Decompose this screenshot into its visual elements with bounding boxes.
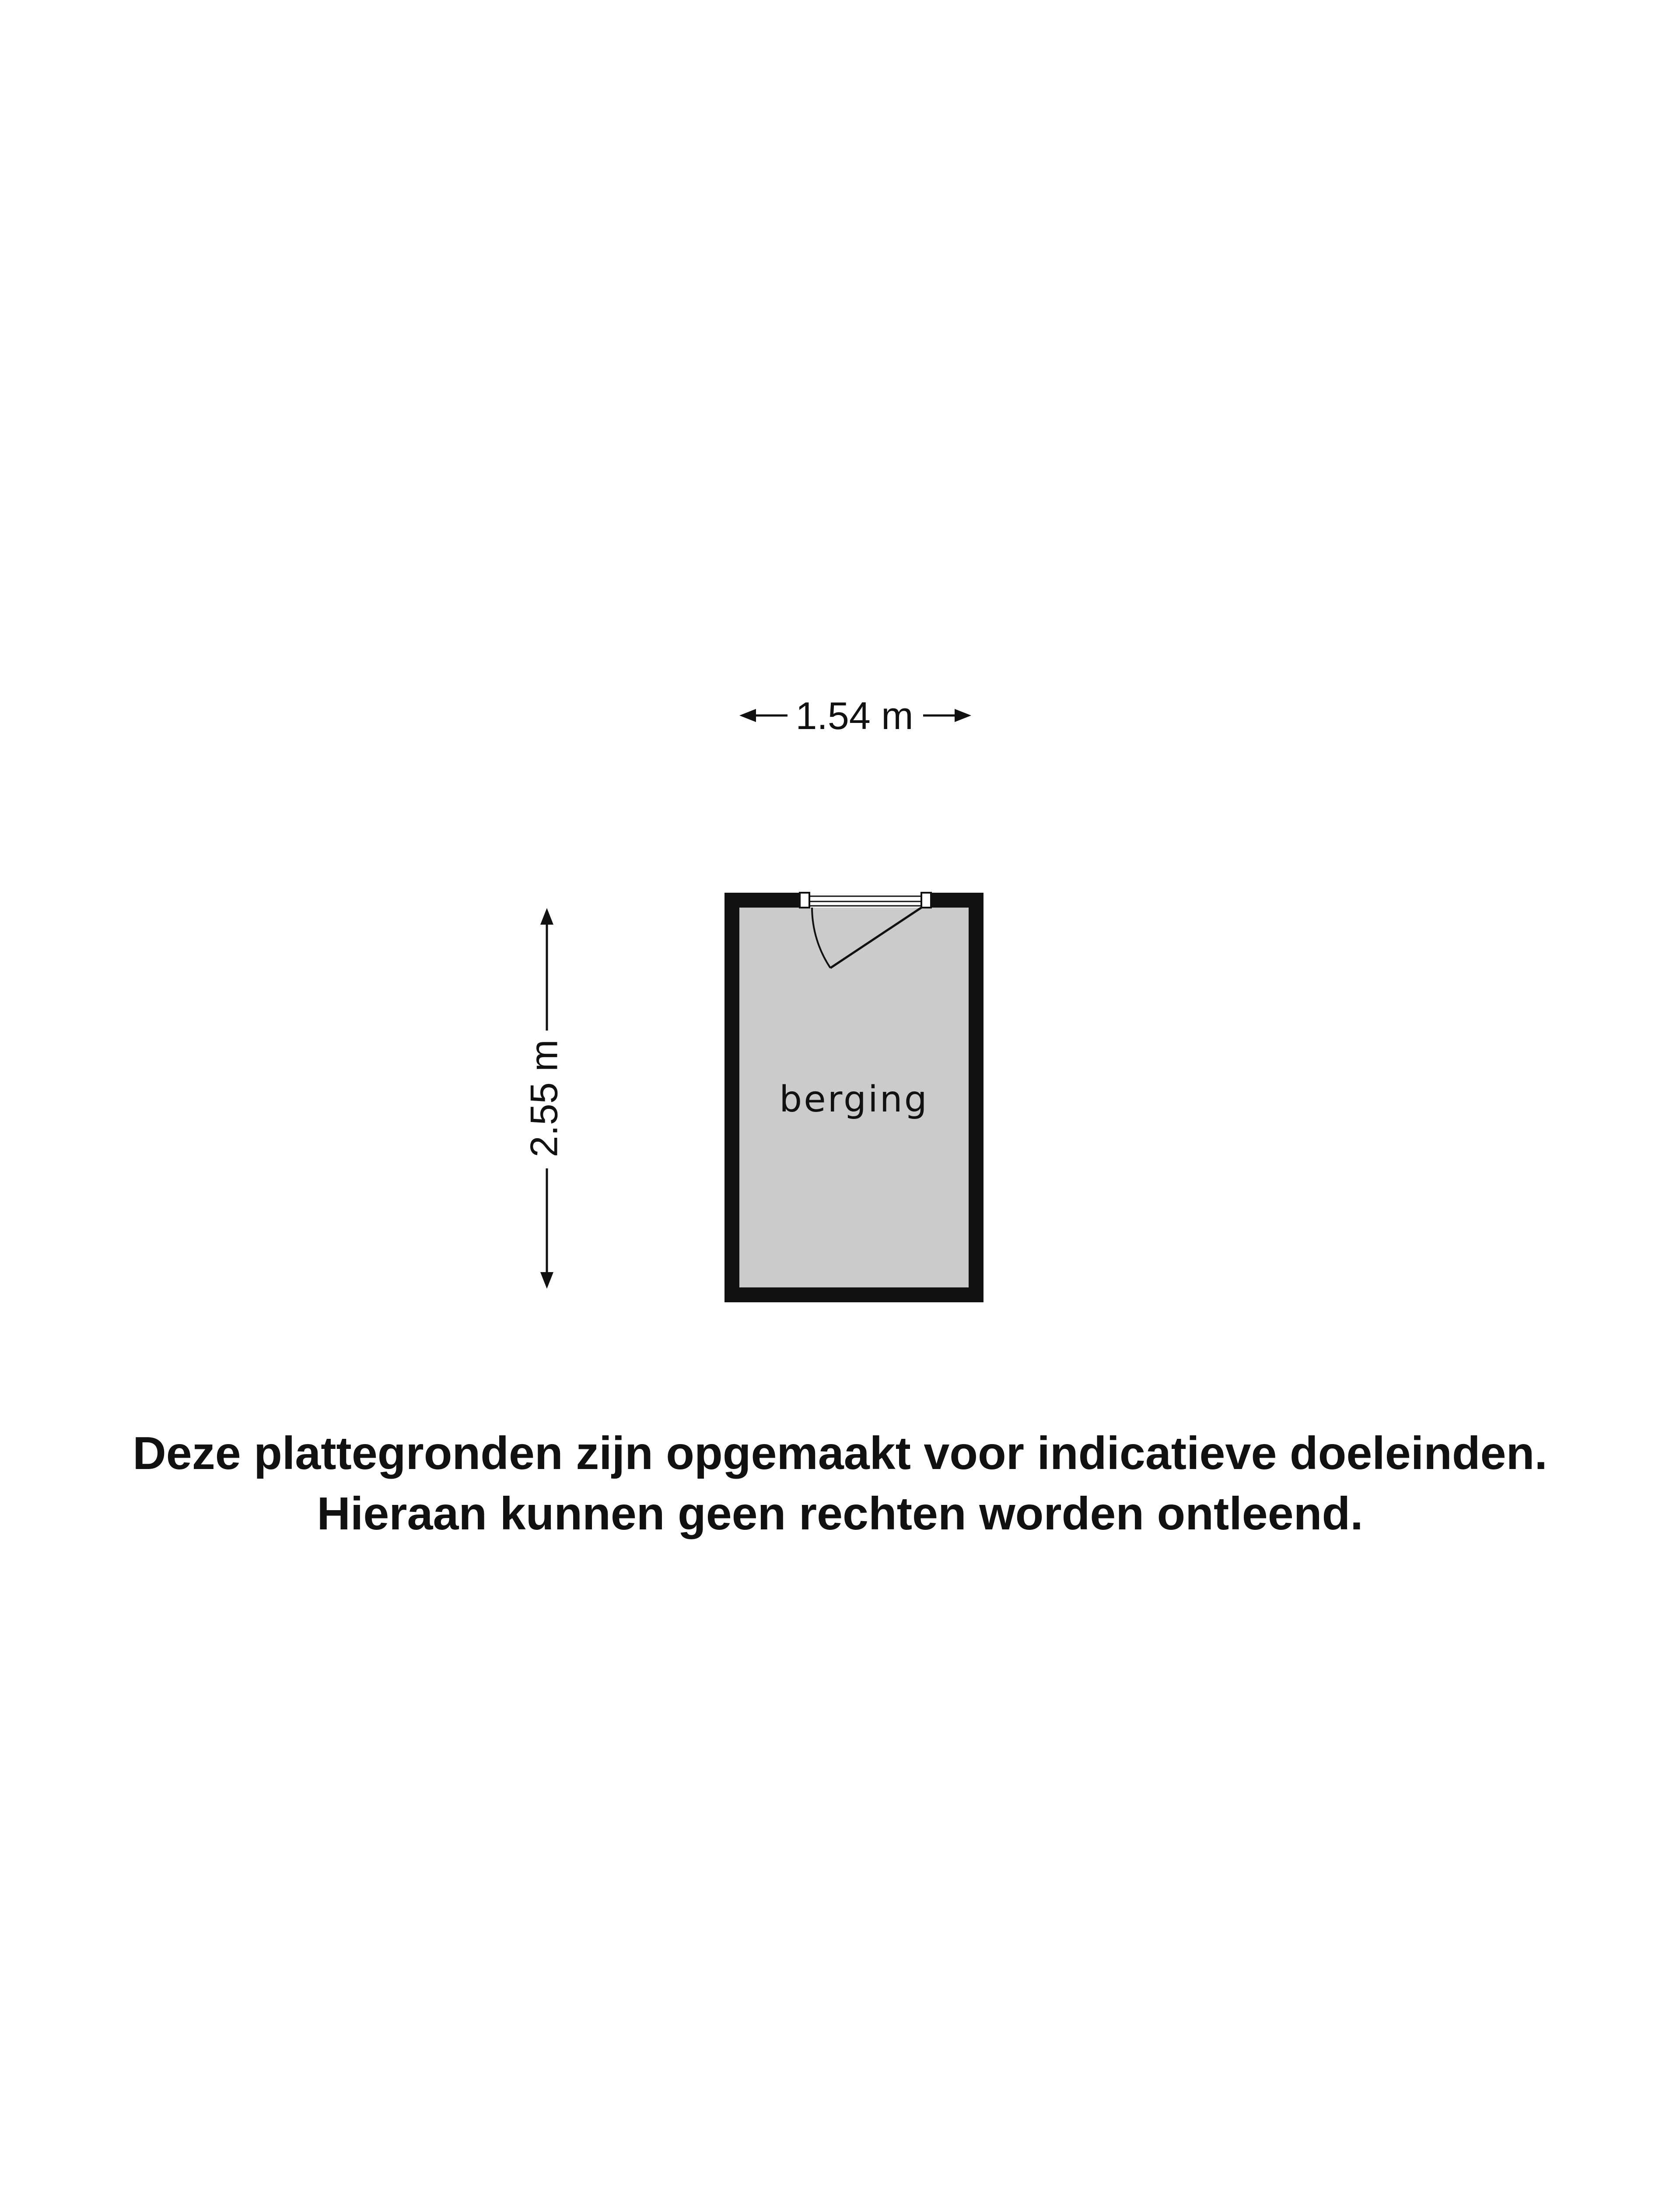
width-dimension-label: 1.54 m [795,694,914,737]
disclaimer-line-1: Deze plattegronden zijn opgemaakt voor indicatieve doeleinden. [133,1427,1547,1479]
width-arrow-left-icon [739,709,756,722]
length-dimension [522,908,565,1289]
door-frame-right [921,893,931,908]
room-label: berging [779,1079,929,1120]
length-arrow-bottom-icon [540,1272,553,1289]
door-frame-left [800,893,809,908]
length-arrow-top-icon [540,908,553,925]
room-berging [724,893,984,1302]
disclaimer-line-2: Hieraan kunnen geen rechten worden ontleend. [317,1488,1363,1539]
width-dimension [739,694,971,737]
length-dimension-label: 2.55 m [522,1039,566,1157]
width-arrow-right-icon [955,709,971,722]
